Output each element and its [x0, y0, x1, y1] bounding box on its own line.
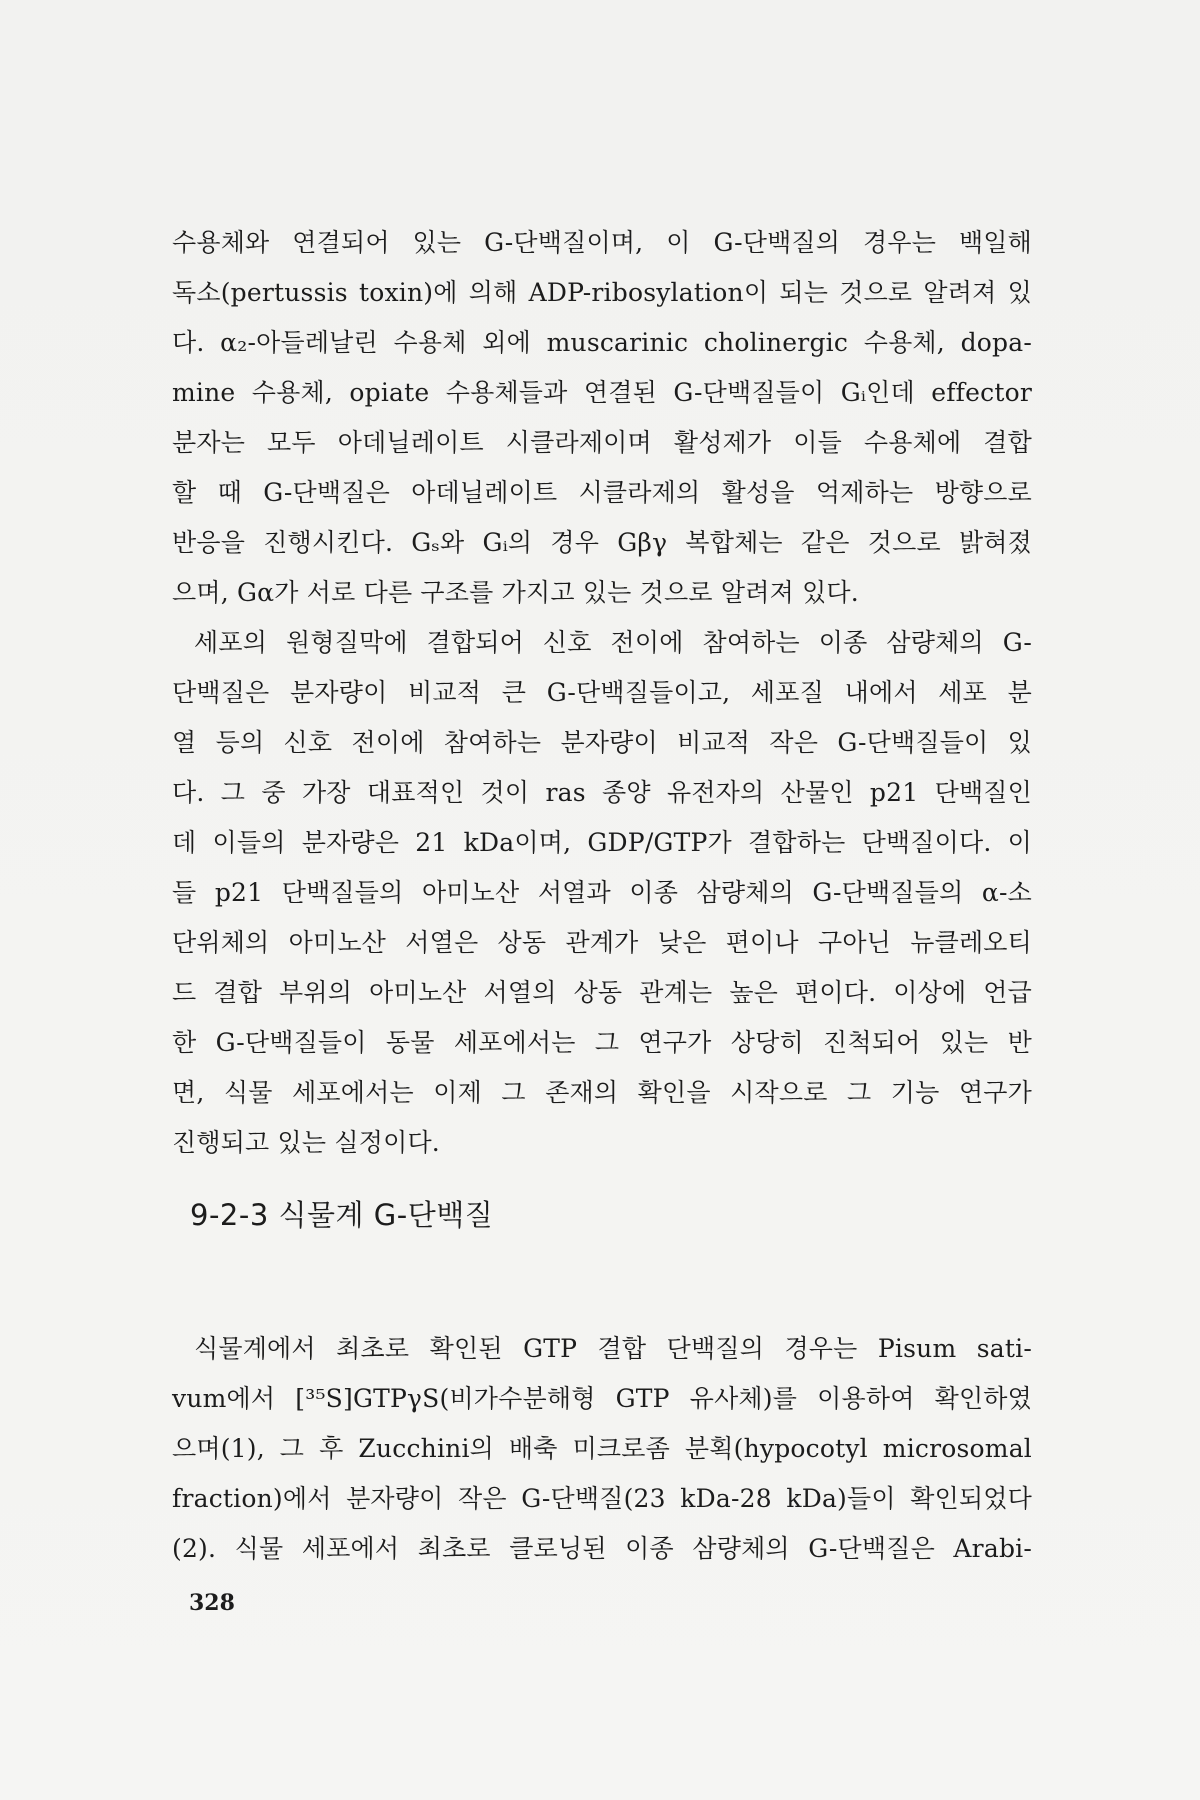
text-line: (2). 식물 세포에서 최초로 클로닝된 이종 삼량체의 G-단백질은 Arabi-	[172, 1534, 1032, 1563]
text-line: 독소(pertussis toxin)에 의해 ADP-ribosylation이 되는 것으로 알려져 있	[172, 278, 1032, 307]
text-line: 들 p21 단백질들의 아미노산 서열과 이종 삼량체의 G-단백질들의 α-소	[172, 878, 1032, 907]
text-line: 한 G-단백질들이 동물 세포에서는 그 연구가 상당히 진척되어 있는 반	[172, 1028, 1032, 1057]
text-line: 으며, Gα가 서로 다른 구조를 가지고 있는 것으로 알려져 있다.	[172, 578, 859, 607]
section-heading: 9-2-3 식물계 G-단백질	[190, 1198, 494, 1232]
text-line: 드 결합 부위의 아미노산 서열의 상동 관계는 높은 편이다. 이상에 언급	[172, 978, 1032, 1007]
body-paragraph-3	[172, 1324, 1032, 1574]
text-line: 단위체의 아미노산 서열은 상동 관계가 낮은 편이나 구아닌 뉴클레오티	[172, 928, 1032, 957]
text-line: 데 이들의 분자량은 21 kDa이며, GDP/GTP가 결합하는 단백질이다. 이	[172, 828, 1032, 857]
text-line: 단백질은 분자량이 비교적 큰 G-단백질들이고, 세포질 내에서 세포 분	[172, 678, 1032, 707]
text-line: 으며(1), 그 후 Zucchini의 배축 미크로좀 분획(hypocotyl microsomal	[172, 1434, 1032, 1463]
text-line: 세포의 원형질막에 결합되어 신호 전이에 참여하는 이종 삼량체의 G-	[194, 628, 1032, 657]
page-number: 328	[189, 1590, 235, 1616]
text-line: 수용체와 연결되어 있는 G-단백질이며, 이 G-단백질의 경우는 백일해	[172, 228, 1032, 257]
body-paragraph-1	[172, 218, 1032, 618]
text-line: 열 등의 신호 전이에 참여하는 분자량이 비교적 작은 G-단백질들이 있	[172, 728, 1032, 757]
text-line: 분자는 모두 아데닐레이트 시클라제이며 활성제가 이들 수용체에 결합	[172, 428, 1032, 457]
text-line: 할 때 G-단백질은 아데닐레이트 시클라제의 활성을 억제하는 방향으로	[172, 478, 1032, 507]
text-line: fraction)에서 분자량이 작은 G-단백질(23 kDa-28 kDa)들이 확인되었다	[172, 1484, 1032, 1513]
text-line: 반응을 진행시킨다. Gₛ와 Gᵢ의 경우 Gβγ 복합체는 같은 것으로 밝혀졌	[172, 528, 1032, 557]
text-line: 다. 그 중 가장 대표적인 것이 ras 종양 유전자의 산물인 p21 단백질인	[172, 778, 1032, 807]
text-line: 다. α₂-아들레날린 수용체 외에 muscarinic cholinergic 수용체, dopa-	[172, 328, 1032, 357]
text-line: mine 수용체, opiate 수용체들과 연결된 G-단백질들이 Gᵢ인데 effector	[172, 378, 1032, 407]
text-line: 진행되고 있는 실정이다.	[172, 1128, 440, 1157]
text-line: 면, 식물 세포에서는 이제 그 존재의 확인을 시작으로 그 기능 연구가	[172, 1078, 1032, 1107]
body-paragraph-2	[172, 618, 1032, 1168]
text-line: 식물계에서 최초로 확인된 GTP 결합 단백질의 경우는 Pisum sati-	[194, 1334, 1032, 1363]
text-line: vum에서 [³⁵S]GTPγS(비가수분해형 GTP 유사체)를 이용하여 확인하였	[172, 1384, 1032, 1413]
